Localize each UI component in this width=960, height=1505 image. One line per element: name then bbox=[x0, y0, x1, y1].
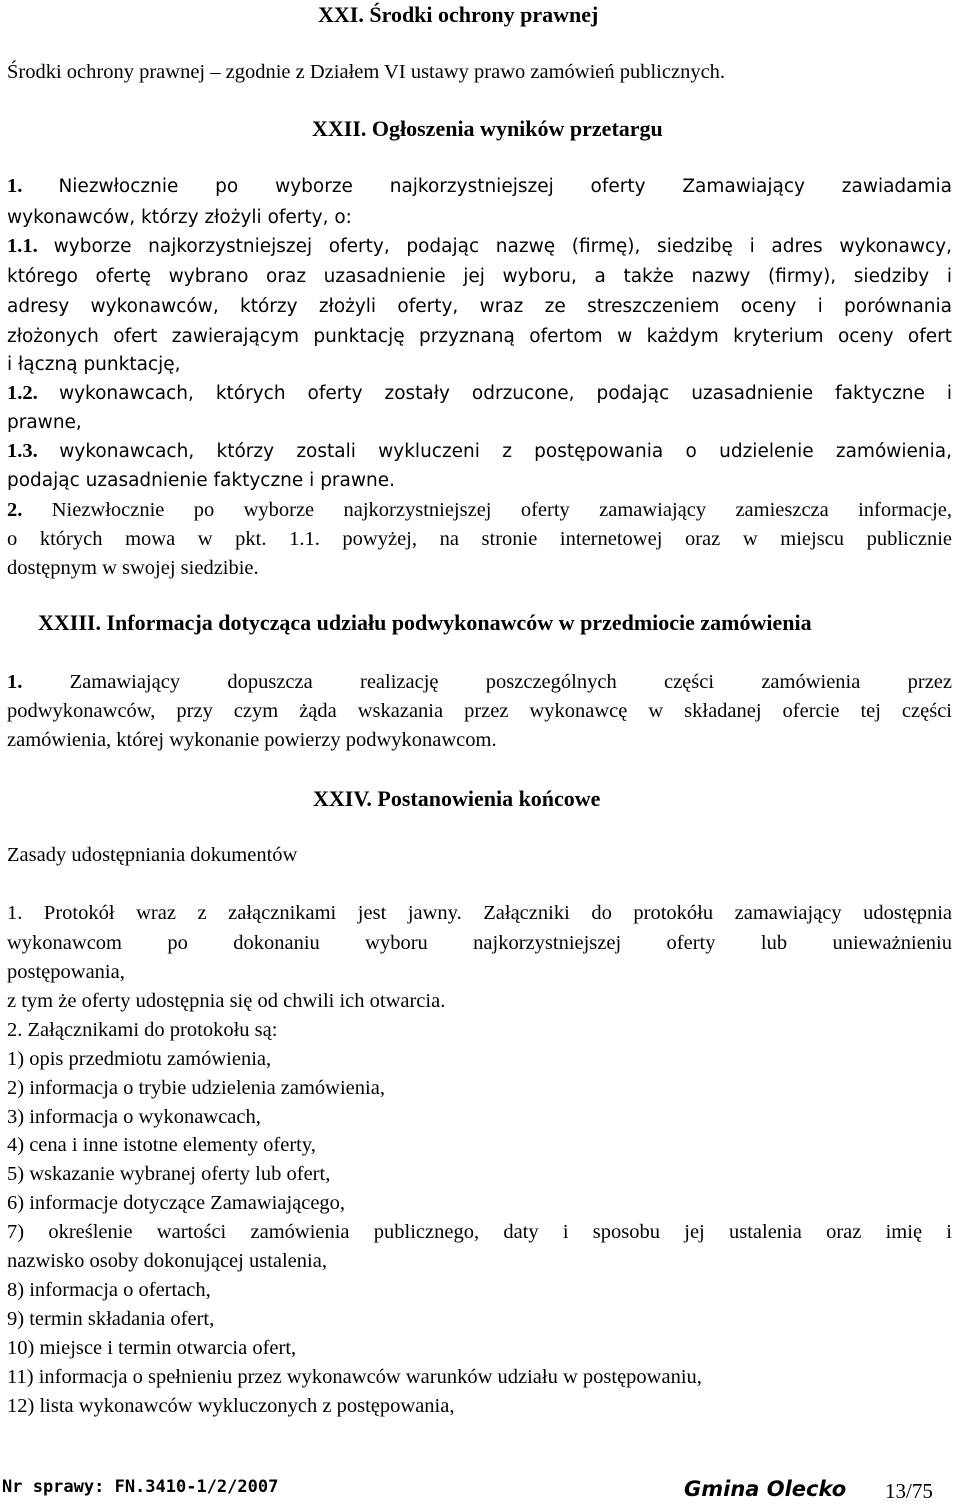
section-24-p1-line3: postępowania, bbox=[7, 961, 125, 983]
attachment-item-10: 10) miejsce i termin otwarcia ofert, bbox=[7, 1337, 297, 1359]
section-24-heading: XXIV. Postanowienia końcowe bbox=[313, 786, 601, 811]
section-22-p13-line1 bbox=[7, 437, 952, 466]
p11-number: 1.1. bbox=[7, 235, 38, 257]
section-22-p1-line1 bbox=[7, 172, 952, 201]
section-22-p11-line5: i łączną punktację, bbox=[7, 354, 181, 375]
section-24-p1-line2: wykonawcom po dokonaniu wyboru najkorzystniejszej oferty lub unieważnieniu bbox=[7, 932, 952, 954]
section-22-p2-line1 bbox=[7, 496, 952, 525]
section-24-p1-line1: 1. Protokół wraz z załącznikami jest jawny. Załączniki do protokółu zamawiający udostępnia bbox=[7, 902, 952, 924]
section-22-p11-line1 bbox=[7, 232, 952, 261]
p1-text: Niezwłocznie po wyborze najkorzystniejszej oferty Zamawiający zawiadamia bbox=[58, 176, 953, 197]
attachment-item-12: 12) lista wykonawców wykluczonych z postępowania, bbox=[7, 1395, 455, 1417]
section-22-p2-line2: o których mowa w pkt. 1.1. powyżej, na stronie internetowej oraz w miejscu publicznie bbox=[7, 528, 952, 550]
section-22-p11-line3: adresy wykonawców, którzy złożyli oferty, wraz ze streszczeniem oceny i porównania bbox=[7, 296, 952, 317]
s23-p1-text: Zamawiający dopuszcza realizację poszczególnych części zamówienia przez bbox=[69, 671, 953, 693]
attachment-item-7: 7) określenie wartości zamówienia publicznego, daty i sposobu jej ustalenia oraz imię i bbox=[7, 1221, 952, 1243]
section-23-p1-line1 bbox=[7, 668, 952, 697]
section-22-p11-line4: złożonych ofert zawierającym punktację przyznaną ofertom w każdym kryterium oceny ofert bbox=[7, 326, 952, 347]
section-24-subheading: Zasady udostępniania dokumentów bbox=[7, 844, 298, 866]
section-22-p13-line2: podając uzasadnienie faktyczne i prawne. bbox=[7, 470, 395, 491]
section-21-text: Środki ochrony prawnej – zgodnie z Działem VI ustawy prawo zamówień publicznych. bbox=[7, 61, 726, 83]
section-22-heading: XXII. Ogłoszenia wyników przetargu bbox=[312, 116, 663, 141]
section-22-p2-line3: dostępnym w swojej siedzibie. bbox=[7, 557, 259, 579]
section-24-p1-line4: z tym że oferty udostępnia się od chwili ich otwarcia. bbox=[7, 990, 446, 1012]
section-22-p1-line2: wykonawców, którzy złożyli oferty, o: bbox=[7, 207, 352, 228]
section-23-p1-line2: podwykonawców, przy czym żąda wskazania przez wykonawcę w składanej ofercie tej części bbox=[7, 700, 952, 722]
section-23-heading: XXIII. Informacja dotycząca udziału podwykonawców w przedmiocie zamówienia bbox=[38, 610, 812, 635]
p2-number: 2. bbox=[7, 499, 23, 521]
section-23-p1-line3: zamówienia, której wykonanie powierzy podwykonawcom. bbox=[7, 729, 497, 751]
section-22-p12-line2: prawne, bbox=[7, 412, 82, 433]
section-24-p2-line1: 2. Załącznikami do protokołu są: bbox=[7, 1019, 278, 1041]
footer-page-number: 13/75 bbox=[885, 1479, 933, 1503]
attachment-item-1: 1) opis przedmiotu zamówienia, bbox=[7, 1048, 272, 1070]
p2-text: Niezwłocznie po wyborze najkorzystniejszej oferty zamawiający zamieszcza informacje, bbox=[51, 499, 952, 521]
p13-text: wykonawcach, którzy zostali wykluczeni z postępowania o udzielenie zamówienia, bbox=[59, 441, 952, 462]
attachment-item-7-cont: nazwisko osoby dokonującej ustalenia, bbox=[7, 1250, 327, 1272]
attachment-item-3: 3) informacja o wykonawcach, bbox=[7, 1106, 261, 1128]
p11-text: wyborze najkorzystniejszej oferty, podając nazwę (firmę), siedzibę i adres wykonawcy, bbox=[53, 236, 952, 257]
section-22-p11-line2: którego ofertę wybrano oraz uzasadnienie jej wyboru, a także nazwy (firmy), siedziby i bbox=[7, 266, 952, 287]
attachment-item-2: 2) informacja o trybie udzielenia zamówienia, bbox=[7, 1077, 385, 1099]
attachment-item-4: 4) cena i inne istotne elementy oferty, bbox=[7, 1134, 316, 1156]
section-22-p12-line1 bbox=[7, 379, 952, 408]
p12-text: wykonawcach, których oferty zostały odrzucone, podając uzasadnienie faktyczne i bbox=[58, 383, 952, 404]
p13-number: 1.3. bbox=[7, 440, 38, 462]
p12-number: 1.2. bbox=[7, 382, 38, 404]
footer-municipality: Gmina Olecko bbox=[684, 1477, 847, 1501]
p1-number: 1. bbox=[7, 175, 23, 197]
s23-p1-number: 1. bbox=[7, 671, 23, 693]
attachment-item-9: 9) termin składania ofert, bbox=[7, 1308, 215, 1330]
attachment-item-8: 8) informacja o ofertach, bbox=[7, 1279, 211, 1301]
attachment-item-11: 11) informacja o spełnieniu przez wykonawców warunków udziału w postępowaniu, bbox=[7, 1366, 702, 1388]
section-21-heading: XXI. Środki ochrony prawnej bbox=[318, 2, 599, 27]
attachment-item-6: 6) informacje dotyczące Zamawiającego, bbox=[7, 1192, 346, 1214]
footer-case-number: Nr sprawy: FN.3410-1/2/2007 bbox=[2, 1477, 279, 1497]
attachment-item-5: 5) wskazanie wybranej oferty lub ofert, bbox=[7, 1163, 331, 1185]
